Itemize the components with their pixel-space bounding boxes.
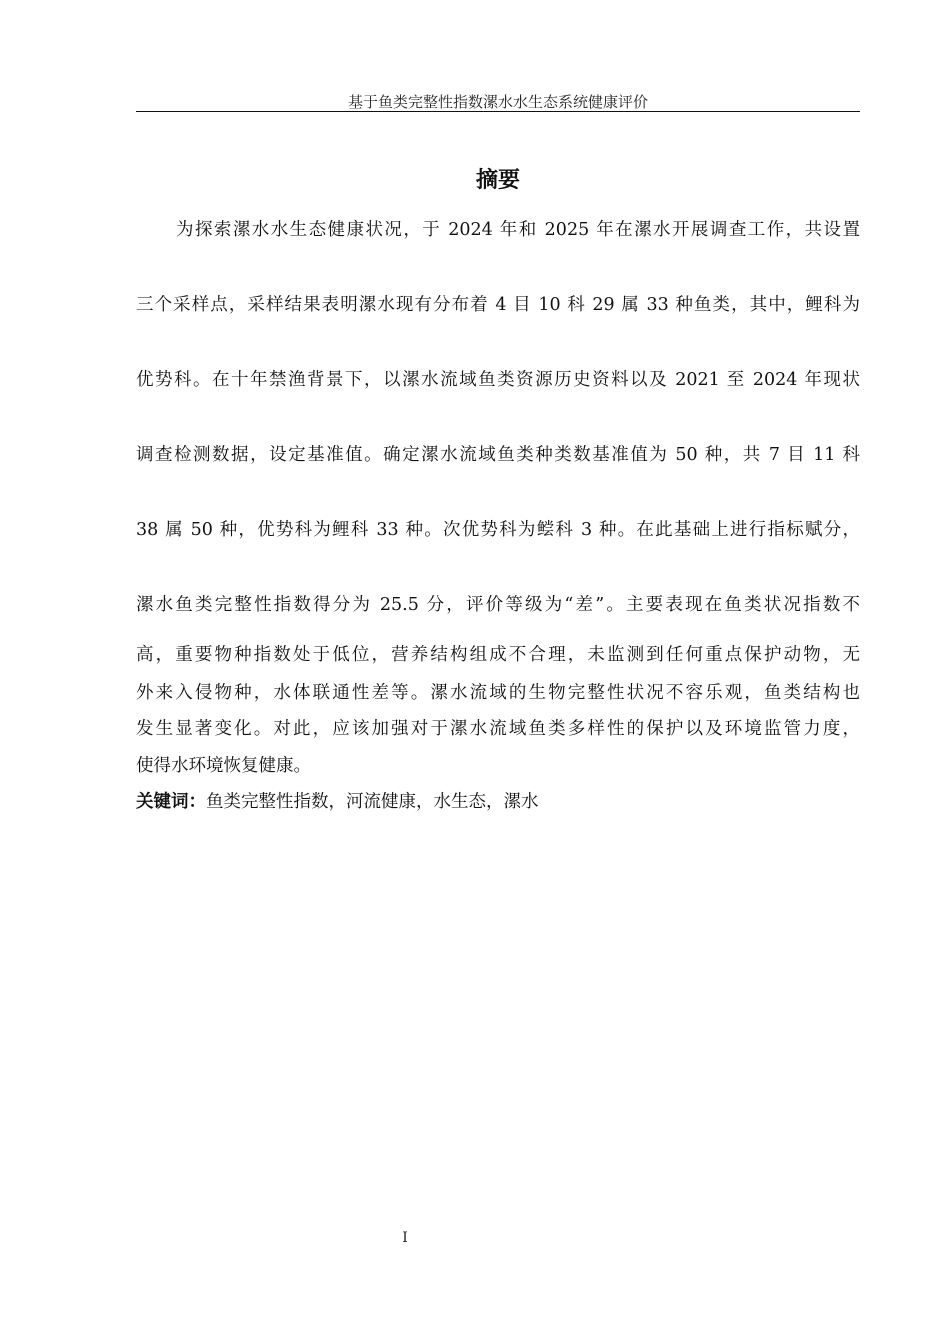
abstract-line: 外来入侵物种，水体联通性差等。漯水流域的生物完整性状况不容乐观，鱼类结构也 [136, 683, 860, 703]
abstract-title: 摘要 [475, 168, 520, 193]
abstract-line: 优势科。在十年禁渔背景下，以漯水流域鱼类资源历史资料以及 2021 至 2024 年现状 [136, 370, 860, 390]
keywords-label: 关键词： [136, 792, 206, 812]
keywords-line [136, 789, 860, 815]
keywords-text: 鱼类完整性指数，河流健康，水生态，漯水 [206, 792, 539, 812]
abstract-line: 为探索漯水水生态健康状况，于 2024 年和 2025 年在漯水开展调查工作，共设置 [176, 220, 860, 240]
abstract-line: 38 属 50 种，优势科为鲤科 33 种。次优势科为鲿科 3 种。在此基础上进行指标赋分， [136, 520, 860, 540]
header-divider [136, 111, 860, 112]
abstract-line: 调查检测数据，设定基准值。确定漯水流域鱼类种类数基准值为 50 种，共 7 目 11 科 [136, 445, 860, 465]
abstract-line: 漯水鱼类完整性指数得分为 25.5 分，评价等级为“差”。主要表现在鱼类状况指数不 [136, 595, 860, 615]
abstract-line: 高，重要物种指数处于低位，营养结构组成不合理，未监测到任何重点保护动物，无 [136, 645, 860, 665]
abstract-line: 发生显著变化。对此，应该加强对于漯水流域鱼类多样性的保护以及环境监管力度， [136, 719, 860, 739]
page-number: I [402, 1230, 408, 1246]
running-header: 基于鱼类完整性指数漯水水生态系统健康评价 [347, 93, 648, 111]
abstract-line: 三个采样点，采样结果表明漯水现有分布着 4 目 10 科 29 属 33 种鱼类，其中，鲤科为 [136, 295, 860, 315]
abstract-line: 使得水环境恢复健康。 [136, 756, 311, 776]
